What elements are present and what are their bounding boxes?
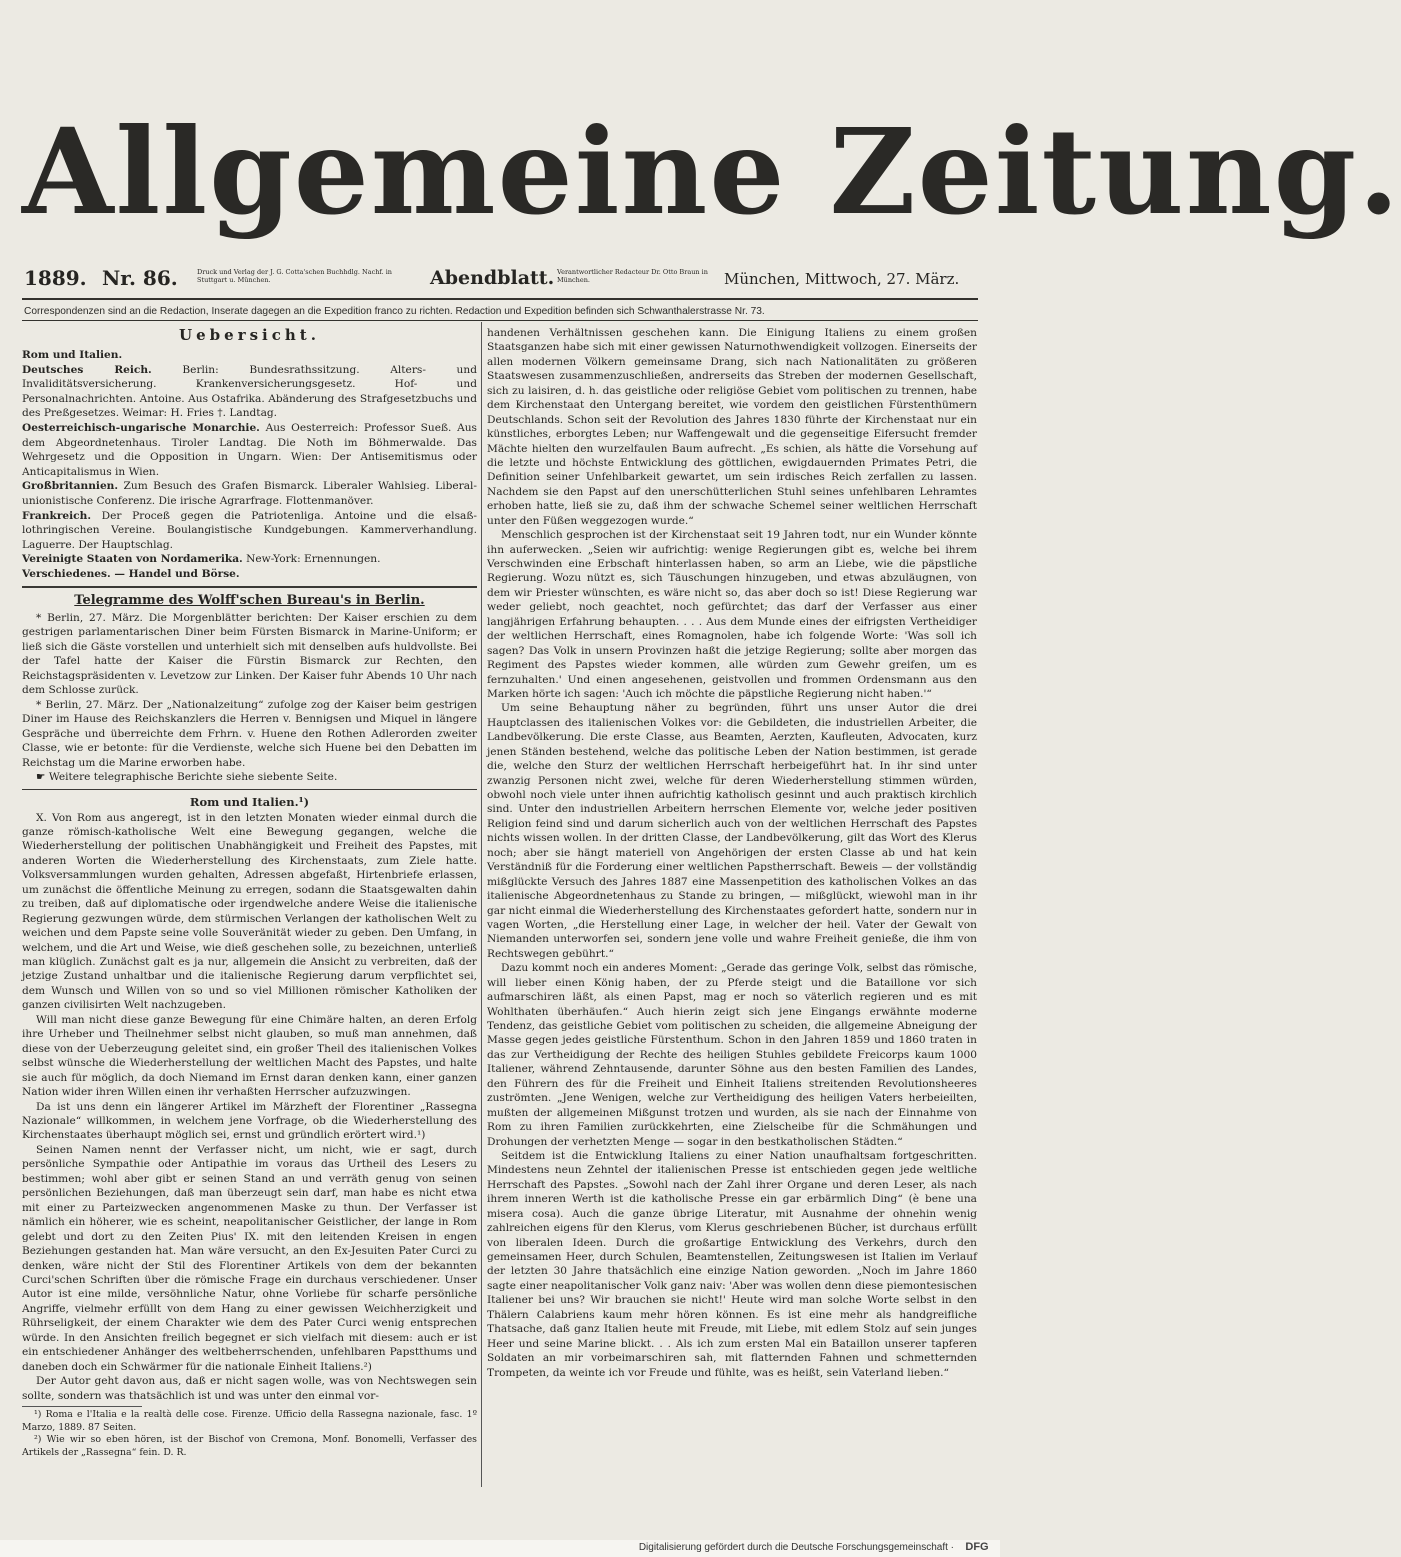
section-rule	[22, 586, 477, 588]
footnote: ²) Wie wir so eben hören, ist der Bischof von Cremona, Monf. Bonomelli, Verfasser des Artikels der „Rassegna“ fein. D. R.	[22, 1434, 477, 1458]
article-heading: Rom und Italien.¹)	[189, 794, 310, 809]
article-paragraph: Menschlich gesprochen ist der Kirchenstaat seit 19 Jahren todt, nur ein Wunder könnte ihn auferwecken. „Seien wir aufrichtig: wenige Regierungen gibt es, welche bei ihrem Verschwinden eine Erbschaft hinterlassen haben, so arm an Liebe, wie die päpstliche Regierung. Wozu nützt es, sich Täuschungen hinzugeben, und etwas abzuläugnen, von dem wir Priester wünschten, es wäre nicht so, das aber doch so ist! Diese Regierung war weder geliebt, noch geachtet, noch gefürchtet; das darf der Verfasser aus einer langjährigen Erfahrung behaupten. . . . Aus dem Munde eines der eifrigsten Vertheidiger der weltlichen Herrschaft, eines Romagnolen, habe ich folgende Worte: 'Was soll ich sagen? Das Volk in unsern Provinzen haßt die jetzige Regierung; sollte aber morgen das Regiment des Papstes wieder kommen, alle würden zum Gewehr greifen, um es fernzuhalten.' Und einen angesehenen, geistvollen und frommen Ordensmann aus den Marken hörte ich sagen: 'Auch ich möchte die päpstliche Regierung nicht haben.'“	[487, 529, 977, 700]
article-paragraph: Seitdem ist die Entwicklung Italiens zu einer Nation unaufhaltsam fortgeschritten. Mindestens neun Zehntel der italienischen Presse ist entschieden gegen jede weltliche Herrschaft des Papstes. „Sowohl nach der Zahl ihrer Organe und deren Leser, als nach ihrem inneren Werth ist die katholische Presse ein gar erbärmlich Ding“ (è bene una misera cosa). Auch die ganze übrige Literatur, mit Ausnahme der ohnehin wenig zahlreichen eigens für den Klerus, vom Klerus geschriebenen Bücher, ist durchaus erfüllt von liberalen Ideen. Durch die großartige Entwicklung des Verkehrs, durch den gemeinsamen Heer, durch Schulen, Beamtenstellen, Zeitungswesen ist Italien im Verlauf der letzten 30 Jahre thatsächlich eine einzige Nation geworden. „Noch im Jahre 1860 sagte einer neapolitanischer Volk ganz naiv: 'Aber was wollen denn diese piemontesischen Italiener bei uns? Wir brauchen sie nicht!' Heute wird man solche Worte selbst in den Thälern Calabriens kaum mehr hören können. Es ist eine mehr als handgreifliche Thatsache, daß ganz Italien heute mit Freude, mit Liebe, mit edlem Stolz auf sein junges Heer und seine Marine blickt. . . Als ich zum ersten Mal ein Bataillon unserer tapferen Soldaten an mir vorbeimarschiren sah, mit flatternden Fahnen und schmetternden Trompeten, da weinte ich vor Freude und fühlte, was es heißt, sein Vaterland lieben.“	[487, 1149, 977, 1379]
article-paragraph: Da ist uns denn ein längerer Artikel im Märzheft der Florentiner „Rassegna Nazionale“ willkommen, in welchem jene Vorfrage, ob die Wiederherstellung des Kirchenstaates überhaupt möglich sei, ernst und gründlich erörtert wird.¹)	[22, 1100, 477, 1142]
toc-entry: Oesterreichisch-ungarische Monarchie. Aus Oesterreich: Professor Sueß. Aus dem Abgeordnetenhaus. Tiroler Landtag. Die Noth im Böhmerwalde. Das Wehrgesetz und die Opposition in Ungarn. Wien: Der Antisemitismus oder Anticapitalismus in Wien.	[22, 421, 477, 478]
telegram-note: ☛ Weitere telegraphische Berichte siehe siebente Seite.	[36, 771, 338, 783]
toc-entry: Großbritannien. Zum Besuch des Grafen Bismarck. Liberaler Wahlsieg. Liberal-unionistische Conferenz. Die irische Agrarfrage. Flottenmanöver.	[22, 480, 478, 507]
right-column	[487, 326, 977, 1380]
column-top-rule	[22, 320, 978, 321]
toc-entry: Deutsches Reich. Berlin: Bundesrathssitzung. Alters- und Invaliditätsversicherung. Krankenversicherungsgesetz. Hof- und Personalnachrichten. Antoine. Aus Ostafrika. Abänderung des Strafgesetzbuchs und des Preßgesetzes. Weimar: H. Fries †. Landtag.	[22, 363, 477, 420]
article-body-left	[22, 811, 477, 1404]
article-paragraph: Dazu kommt noch ein anderes Moment: „Gerade das geringe Volk, selbst das römische, will lieber einen König haben, der zu Pferde steigt und die Bataillone vor sich aufmarschiren läßt, als einen Papst, mag er noch so väterlich regieren und es mit Wohlthaten überhäufen.“ Auch hierin zeigt sich jene Eingangs erwähnte moderne Tendenz, das geistliche Gebiet vom politischen zu scheiden, die allgemeine Abneigung der Masse gegen jedes geistliche Fürstenthum. Schon in den Jahren 1859 und 1860 traten in das zur Vertheidigung der Rechte des heiligen Stuhles gebildete Freicorps kaum 1000 Italiener, während Zehntausende, darunter Söhne aus den besten Familien des Landes, den Führern des für die Freiheit und Einheit Italiens streitenden Revolutionsheeres zuströmten. „Jene Wenigen, welche zur Vertheidigung des heiligen Vaters herbeieilten, mußten der allgemeinen Mißgunst trotzen und wurden, als sie nach der Einnahme von Rom zu ihren Familien zurückkehrten, eine Zielscheibe für die Schmähungen und Drohungen der verhetzten Menge — sogar in den bestkatholischen Städten.“	[487, 962, 977, 1148]
telegram-item: * Berlin, 27. März. Der „Nationalzeitung“ zufolge zog der Kaiser beim gestrigen Diner im Hause des Reichskanzlers die Herren v. Bennigsen und Miquel in längere Gespräche und überreichte dem Frhrn. v. Huene den Rothen Adlerorden zweiter Classe, wie er betonte: für die Verdienste, welche sich Huene bei den Debatten im Reichstag um die Marine erworben habe.	[22, 698, 477, 769]
table-of-contents	[22, 348, 477, 582]
newspaper-page	[22, 0, 1401, 1557]
masthead-title: Allgemeine Zeitung.	[22, 102, 1401, 241]
issue-year: 1889.	[24, 266, 87, 290]
left-column	[22, 324, 477, 1459]
telegram-item: * Berlin, 27. März. Die Morgenblätter berichten: Der Kaiser erschien zu dem gestrigen parlamentarischen Diner beim Fürsten Bismarck in Marine-Uniform; er ließ sich die Gäste vorstellen und unterhielt sich mit denselben aufs huldvollste. Bei der Tafel hatte der Kaiser die Fürstin Bismarck zur Rechten, den Reichstagspräsidenten v. Levetzow zur Linken. Der Kaiser fuhr Abends 10 Uhr nach dem Schlosse zurück.	[22, 611, 477, 696]
toc-entry: Verschiedenes. — Handel und Börse.	[22, 567, 240, 580]
footnote-rule	[22, 1406, 142, 1407]
article-paragraph: X. Von Rom aus angeregt, ist in den letzten Monaten wieder einmal durch die ganze römisch-katholische Welt eine Bewegung gegangen, welche die Wiederherstellung der politischen Unabhängigkeit und Freiheit des Papstes, mit anderen Worten die Wiederherstellung des Kirchenstaats, zum Ziele hatte. Volksversammlungen wurden gehalten, Adressen abgefaßt, Hirtenbriefe erlassen, um zunächst die öffentliche Meinung zu erregen, sodann die Staatsgewalten dahin zu treiben, daß auf diplomatische oder irgendwelche andere Weise die italienische Regierung gezwungen würde, dem stürmischen Verlangen der katholischen Welt zu weichen und dem Papste seine volle Souveränität wieder zu geben. Den Umfang, in welchem, und die Art und Weise, wie dieß geschehen solle, zu bezeichnen, unterließ man klüglich. Zunächst galt es ja nur, allgemein die Ansicht zu verbreiten, daß der jetzige Zustand unhaltbar und die italienische Regierung darum verpflichtet sei, dem Wunsch und Willen von so und so viel Millionen römischer Katholiken der ganzen civilisirten Welt nachzugeben.	[22, 811, 477, 1012]
toc-heading: Uebersicht.	[179, 326, 320, 344]
issue-info-bar	[22, 266, 978, 290]
editor-note: Verantwortlicher Redacteur Dr. Otto Braun in München.	[557, 268, 708, 284]
toc-entry: Vereinigte Staaten von Nordamerika. New-York: Ernennungen.	[22, 553, 381, 566]
edition-label: Abendblatt.	[430, 267, 555, 289]
telegram-section	[22, 611, 477, 785]
printer-note: Druck und Verlag der J. G. Cotta'schen Buchhdlg. Nachf. in Stuttgart u. München.	[197, 268, 392, 284]
correspondence-notice: Correspondenzen sind an die Redaction, Inserate dagegen an die Expedition franco zu richten. Redaction und Expedition befinden sich Schwanthalerstrasse Nr. 73.	[24, 306, 765, 317]
article-paragraph: handenen Verhältnissen geschehen kann. Die Einigung Italiens zu einem großen Staatsganzen habe sich mit einer gewissen Naturnothwendigkeit vollzogen. Einerseits der allen modernen Völkern gemeinsame Drang, sich nach Nationalitäten zu größeren Staatswesen zusammenzuschließen, andrerseits das Streben der modernen Gesellschaft, sich zu laisiren, d. h. das geistliche oder religiöse Gebiet vom politischen zu trennen, habe dem Kirchenstaat den Untergang bereitet, wie vordem den geistlichen Fürstenthümern Deutschlands. Schon seit der Revolution des Jahres 1830 führte der Kirchenstaat nur ein künstliches, erborgtes Leben; nur Waffengewalt und die gegenseitige Eifersucht fremder Mächte hielten den wurzelfaulen Baum aufrecht. „Es schien, als hätte die Vorsehung auf die letzte und höchste Entwicklung des göttlichen, ewigdauernden Primates Petri, die Definition seiner Unfehlbarkeit gewartet, um sein irdisches Reich zerfallen zu lassen. Nachdem sie den Papst auf den unerschütterlichen Stuhl seines unfehlbaren Lehramtes erhoben hatte, ließ sie zu, daß ihm der schwache Schemel seiner weltlichen Herrschaft unter den Füßen weggezogen wurde.“	[487, 327, 977, 527]
section-rule	[22, 789, 477, 790]
article-paragraph: Der Autor geht davon aus, daß er nicht sagen wolle, was von Nechtswegen sein sollte, sondern was thatsächlich ist und was unter den einmal vor-	[22, 1375, 477, 1402]
top-rule	[22, 298, 978, 300]
article-body-right	[487, 326, 977, 1380]
issue-number: Nr. 86.	[102, 266, 178, 290]
toc-entry: Rom und Italien.	[22, 349, 123, 361]
funding-credit: Digitalisierung gefördert durch die Deutsche Forschungsgemeinschaft ·	[638, 1542, 954, 1553]
footnote: ¹) Roma e l'Italia e la realtà delle cose. Firenze. Ufficio della Rassegna nazionale, fasc. 1º Marzo, 1889. 87 Seiten.	[22, 1409, 477, 1433]
footnotes	[22, 1409, 477, 1459]
issue-date: München, Mittwoch, 27. März.	[724, 270, 960, 288]
telegram-heading: Telegramme des Wolff'schen Bureau's in Berlin.	[74, 592, 425, 608]
column-divider	[481, 322, 482, 1487]
article-paragraph: Will man nicht diese ganze Bewegung für eine Chimäre halten, an deren Erfolg ihre Urheber und Theilnehmer selbst nicht glauben, so muß man annehmen, daß diese von der Ueberzeugung geleitet sind, ein großer Theil des italienischen Volkes selbst wünsche die Wiederherstellung der weltlichen Macht des Papstes, und halte sie auch für möglich, da doch Niemand im Ernst daran denken kann, einer ganzen Nation wider ihren Willen einen ihr verhaßten Herrscher aufzuzwingen.	[22, 1013, 477, 1099]
dfg-logo-icon: DFG	[965, 1541, 989, 1553]
article-paragraph: Um seine Behauptung näher zu begründen, führt uns unser Autor die drei Hauptclassen des italienischen Volkes vor: die Gebildeten, die industriellen Arbeiter, die Landbevölkerung. Die erste Classe, aus Beamten, Aerzten, Kaufleuten, Advocaten, kurz jenen Ständen bestehend, welche das politische Leben der Nation bestimmen, ist gerade die, welche den Sturz der weltlichen Herrschaft herbeigeführt hat. In ihr sind unter zwanzig Personen nicht zwei, welche für deren Wiederherstellung stimmen würden, obwohl noch viele unter ihnen aufrichtig katholisch gesinnt und auch praktisch kirchlich sind. Unter den industriellen Arbeitern herrschen Elemente vor, welche jeder positiven Religion feind sind und darum sicherlich auch von der weltlichen Herrschaft des Papstes nichts wissen wollen. In der dritten Classe, der Landbevölkerung, gilt das Wort des Klerus noch; aber sie hängt materiell von Angehörigen der ersten Classe ab und hat kein Verständniß für die Forderung einer weltlichen Papstherrschaft. Beweis — der vollständig mißglückte Versuch des Jahres 1887 eine Massenpetition des katholischen Volkes an das italienische Abgeordnetenhaus zu Stande zu bringen, — mißglückt, wiewohl man in ihr gar nicht einmal die Wiederherstellung des Kirchenstaates gefordert hatte, sondern nur in vagen Worten, „die Herstellung einer Lage, in welcher der heil. Vater der Gewalt von Niemanden unterworfen sei, sondern jene volle und wahre Freiheit genieße, die ihm von Rechtswegen gebührt.“	[487, 702, 977, 960]
article-paragraph: Seinen Namen nennt der Verfasser nicht, um nicht, wie er sagt, durch persönliche Sympathie oder Antipathie im voraus das Urtheil des Lesers zu bestimmen; wohl aber gibt er seinen Stand an und verräth genug von seinen persönlichen Beziehungen, daß man überzeugt sein darf, man habe es nicht etwa mit einer zu Parteizwecken angenommenen Maske zu thun. Der Verfasser ist nämlich ein höherer, wie es scheint, neapolitanischer Geistlicher, der lange in Rom gelebt und dort zu den Zeiten Pius' IX. mit den leitenden Kreisen in engen Beziehungen gestanden hat. Man wäre versucht, an den Ex-Jesuiten Pater Curci zu denken, wäre nicht der Stil des Florentiner Artikels von dem der bekannten Curci'schen Schriften über die römische Frage ein durchaus verschiedener. Unser Autor ist eine milde, versöhnliche Natur, ohne Vorliebe für scharfe persönliche Angriffe, vielmehr erfüllt von dem Hang zu einer gewissen Weichherzigkeit und Rührseligkeit, der einem Charakter wie dem des Pater Curci wenig entsprechen würde. In den Ansichten freilich begegnet er sich vielfach mit diesem: auch er ist ein entschiedener Anhänger des weltbeherrschenden, unfehlbaren Papstthums und daneben doch ein Schwärmer für die nationale Einheit Italiens.²)	[22, 1143, 477, 1373]
toc-entry: Frankreich. Der Proceß gegen die Patriotenliga. Antoine und die elsaß-lothringischen Vereine. Boulangistische Kundgebungen. Kammerverhandlung. Laguerre. Der Hauptschlag.	[22, 509, 477, 551]
